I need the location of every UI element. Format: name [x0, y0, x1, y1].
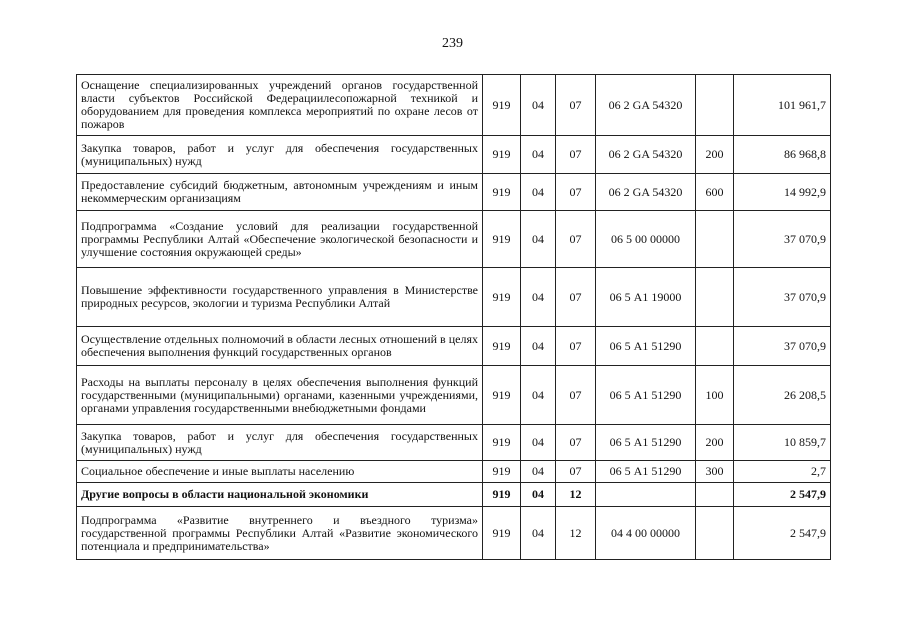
ministry-code: 919: [483, 483, 521, 507]
subsection-code: 07: [556, 211, 596, 268]
section-code: 04: [521, 461, 556, 483]
table-row: [77, 327, 831, 366]
row-name: Социальное обеспечение и иные выплаты населению: [77, 461, 483, 483]
amount: 10 859,7: [734, 425, 831, 461]
expense-type-code: 100: [696, 366, 734, 425]
section-code: 04: [521, 483, 556, 507]
target-code: 06 5 А1 51290: [596, 461, 696, 483]
subsection-code: 07: [556, 366, 596, 425]
subsection-code: 07: [556, 174, 596, 211]
subsection-code: 12: [556, 483, 596, 507]
amount: 2 547,9: [734, 507, 831, 560]
amount: 86 968,8: [734, 136, 831, 174]
section-code: 04: [521, 327, 556, 366]
amount: 2,7: [734, 461, 831, 483]
expense-type-code: [696, 211, 734, 268]
amount: 37 070,9: [734, 211, 831, 268]
target-code: [596, 483, 696, 507]
ministry-code: 919: [483, 327, 521, 366]
target-code: 06 2 GA 54320: [596, 174, 696, 211]
expense-type-code: 200: [696, 136, 734, 174]
expense-type-code: [696, 507, 734, 560]
ministry-code: 919: [483, 136, 521, 174]
ministry-code: 919: [483, 211, 521, 268]
expense-type-code: [696, 327, 734, 366]
row-name: Осуществление отдельных полномочий в области лесных отношений в целях обеспечения выполнения функций государственных органов: [77, 327, 483, 366]
ministry-code: 919: [483, 366, 521, 425]
ministry-code: 919: [483, 268, 521, 327]
table-row: [77, 425, 831, 461]
table-row: [77, 174, 831, 211]
section-code: 04: [521, 425, 556, 461]
ministry-code: 919: [483, 174, 521, 211]
target-code: 06 5 А1 51290: [596, 425, 696, 461]
row-name: Оснащение специализированных учреждений органов государственной власти субъектов Российской Федерациилесопожарной техникой и оборудованием для проведения комплекса мероприятий по охране лесов от пожаров: [77, 75, 483, 136]
table-row: [77, 268, 831, 327]
target-code: 06 2 GA 54320: [596, 75, 696, 136]
table-row: [77, 75, 831, 136]
page-number: 239: [442, 36, 463, 51]
expense-type-code: [696, 268, 734, 327]
section-code: 04: [521, 211, 556, 268]
table-row: [77, 366, 831, 425]
section-code: 04: [521, 268, 556, 327]
subsection-code: 07: [556, 327, 596, 366]
amount: 2 547,9: [734, 483, 831, 507]
amount: 14 992,9: [734, 174, 831, 211]
table-row: [77, 507, 831, 560]
row-name: Закупка товаров, работ и услуг для обеспечения государственных (муниципальных) нужд: [77, 425, 483, 461]
ministry-code: 919: [483, 425, 521, 461]
row-name: Подпрограмма «Развитие внутреннего и въездного туризма» государственной программы Республики Алтай «Развитие экономического потенциала и предпринимательства»: [77, 507, 483, 560]
target-code: 06 5 А1 19000: [596, 268, 696, 327]
table-row: [77, 136, 831, 174]
amount: 101 961,7: [734, 75, 831, 136]
budget-table-body: [77, 75, 831, 560]
table-row-section-total: [77, 483, 831, 507]
subsection-code: 07: [556, 425, 596, 461]
subsection-code: 07: [556, 461, 596, 483]
amount: 37 070,9: [734, 327, 831, 366]
expense-type-code: [696, 75, 734, 136]
amount: 37 070,9: [734, 268, 831, 327]
row-name: Расходы на выплаты персоналу в целях обеспечения выполнения функций государственными (муниципальными) органами, казенными учреждениями, органами управления государственными внебюджетными фондами: [77, 366, 483, 425]
target-code: 04 4 00 00000: [596, 507, 696, 560]
budget-table: [76, 74, 831, 560]
section-code: 04: [521, 507, 556, 560]
row-name: Закупка товаров, работ и услуг для обеспечения государственных (муниципальных) нужд: [77, 136, 483, 174]
target-code: 06 2 GA 54320: [596, 136, 696, 174]
row-name: Повышение эффективности государственного управления в Министерстве природных ресурсов, экологии и туризма Республики Алтай: [77, 268, 483, 327]
ministry-code: 919: [483, 75, 521, 136]
row-name: Подпрограмма «Создание условий для реализации государственной программы Республики Алтай «Обеспечение экологической безопасности и улучшение состояния окружающей среды»: [77, 211, 483, 268]
table-row: [77, 461, 831, 483]
target-code: 06 5 А1 51290: [596, 327, 696, 366]
subsection-code: 12: [556, 507, 596, 560]
row-name: Предоставление субсидий бюджетным, автономным учреждениям и иным некоммерческим организациям: [77, 174, 483, 211]
section-code: 04: [521, 366, 556, 425]
amount: 26 208,5: [734, 366, 831, 425]
row-name: Другие вопросы в области национальной экономики: [77, 483, 483, 507]
expense-type-code: 300: [696, 461, 734, 483]
section-code: 04: [521, 174, 556, 211]
subsection-code: 07: [556, 268, 596, 327]
subsection-code: 07: [556, 136, 596, 174]
target-code: 06 5 00 00000: [596, 211, 696, 268]
ministry-code: 919: [483, 461, 521, 483]
target-code: 06 5 А1 51290: [596, 366, 696, 425]
table-row: [77, 211, 831, 268]
expense-type-code: [696, 483, 734, 507]
expense-type-code: 600: [696, 174, 734, 211]
section-code: 04: [521, 75, 556, 136]
ministry-code: 919: [483, 507, 521, 560]
subsection-code: 07: [556, 75, 596, 136]
section-code: 04: [521, 136, 556, 174]
expense-type-code: 200: [696, 425, 734, 461]
